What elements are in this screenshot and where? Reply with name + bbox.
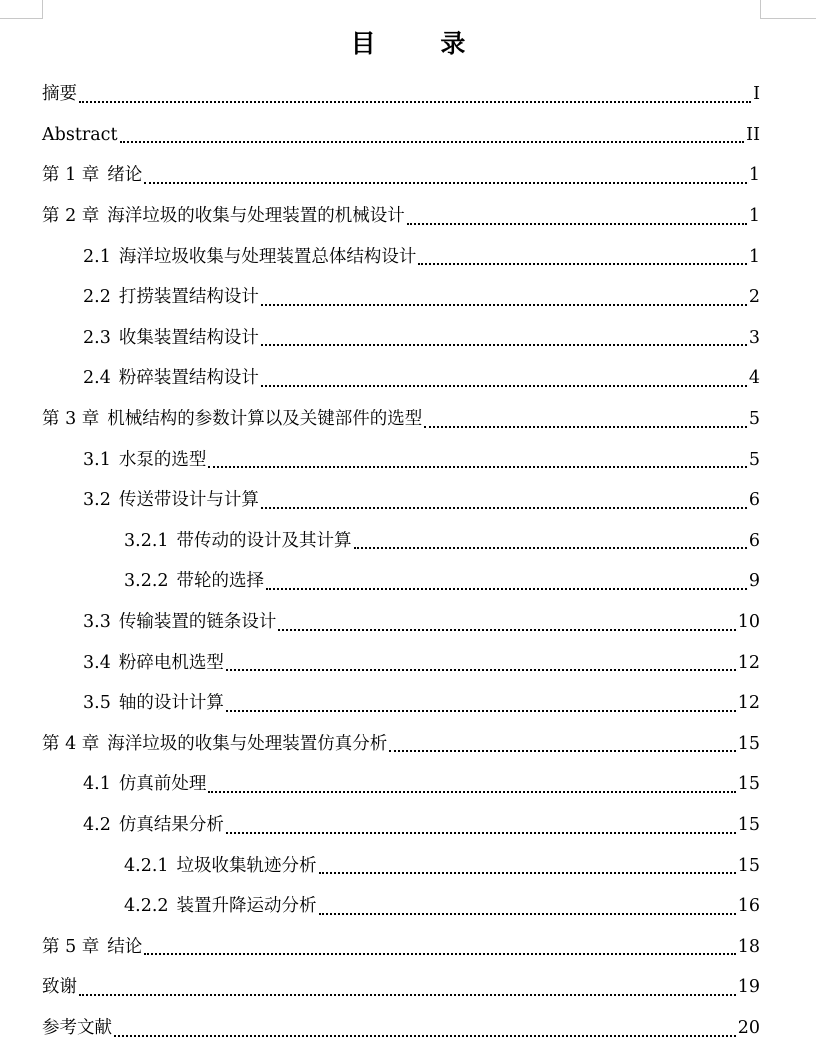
toc-entry-page-number: 1 [748,246,760,267]
toc-title: 目 录 [350,29,494,58]
toc-dot-leader [389,749,735,752]
toc-entry[interactable] [83,236,760,277]
toc-dot-leader [79,993,736,996]
toc-dot-leader [266,587,747,590]
toc-entry-number: 2.2 [83,287,111,308]
toc-entry-page-number: 20 [737,1018,760,1039]
toc-entry[interactable] [83,602,760,643]
toc-entry-title: 带传动的设计及其计算 [176,530,352,551]
toc-dot-leader [114,1034,736,1037]
toc-entry[interactable] [83,805,760,846]
crop-mark-top-right [760,0,816,19]
toc-entry[interactable] [42,927,760,968]
toc-entry-title: 参考文献 [42,1018,112,1039]
toc-entry-number: 第 1 章 [42,165,100,186]
toc-entry-page-number: 15 [737,815,760,836]
toc-entry-title: 装置升降运动分析 [176,896,317,917]
toc-entry-title: 收集装置结构设计 [118,327,259,348]
toc-entry-title: 带轮的选择 [176,571,265,592]
toc-entry-page-number: 18 [737,936,760,957]
toc-entry-page-number: 15 [737,855,760,876]
toc-entry-number: 第 5 章 [42,936,100,957]
toc-entry[interactable] [42,74,760,115]
toc-entry-number: 3.2 [83,490,111,511]
toc-dot-leader [418,262,747,265]
toc-dot-leader [226,668,736,671]
toc-entry-title: 粉碎电机选型 [118,652,224,673]
toc-entry-title: 致谢 [42,977,77,998]
toc-entry-page-number: 6 [748,490,760,511]
toc-entry-number: 3.4 [83,652,111,673]
toc-dot-leader [424,425,747,428]
toc-dot-leader [261,506,747,509]
toc-dot-leader [261,303,747,306]
toc-entry-number: 2.1 [83,246,111,267]
toc-dot-leader [278,628,735,631]
toc-entry-number: 3.1 [83,449,111,470]
toc-entry-number: 3.2.1 [124,530,169,551]
toc-entry-title: 海洋垃圾的收集与处理装置的机械设计 [107,206,405,227]
toc-entry-page-number: 19 [737,977,760,998]
toc-entry-number: 4.2.1 [124,855,169,876]
toc-entry[interactable] [83,358,760,399]
toc-entry-title: 传输装置的链条设计 [118,612,277,633]
toc-dot-leader [144,952,735,955]
toc-entry-title: 仿真结果分析 [118,815,224,836]
toc-entry-title: 结论 [107,936,143,957]
crop-mark-top-left [0,0,43,19]
toc-entry-page-number: 10 [737,612,760,633]
toc-entry[interactable] [83,683,760,724]
toc-entry-number: 第 3 章 [42,409,100,430]
toc-entry[interactable] [42,967,760,1008]
toc-entry-title: 绪论 [107,165,143,186]
toc-entry-title: 仿真前处理 [118,774,207,795]
toc-entry-title: 传送带设计与计算 [118,490,259,511]
toc-entry-page-number: 16 [737,896,760,917]
toc-entry-page-number: 1 [748,165,760,186]
toc-entry-number: 4.2.2 [124,896,169,917]
toc-entry-page-number: 2 [748,287,760,308]
toc-entry[interactable] [42,724,760,765]
toc-entry-title: 机械结构的参数计算以及关键部件的选型 [107,409,423,430]
toc-entry-title: 粉碎装置结构设计 [118,368,259,389]
toc-entry-title: 打捞装置结构设计 [118,287,259,308]
toc-entry[interactable] [124,561,760,602]
toc-entry-number: 4.2 [83,815,111,836]
toc-dot-leader [208,790,735,793]
toc-entry-title: 海洋垃圾收集与处理装置总体结构设计 [118,246,417,267]
toc-entry-number: 4.1 [83,774,111,795]
toc-entry[interactable] [124,521,760,562]
toc-entry[interactable] [124,845,760,886]
toc-entry-title: 水泵的选型 [118,449,207,470]
toc-entry-page-number: I [753,84,760,105]
toc-entry-page-number: 5 [748,449,760,470]
toc-entry[interactable] [42,115,760,156]
toc-entry-title: 摘要 [42,84,77,105]
toc-entry[interactable] [83,764,760,805]
toc-entry-page-number: 4 [748,368,760,389]
toc-entry-number: 3.3 [83,612,111,633]
toc-dot-leader [226,831,736,834]
toc-dot-leader [120,140,745,143]
toc-entry[interactable] [83,277,760,318]
toc-entry-number: 3.5 [83,693,111,714]
toc-dot-leader [354,546,747,549]
toc-dot-leader [407,222,747,225]
toc-entry-page-number: 15 [737,733,760,754]
toc-dot-leader [79,100,751,103]
toc-entry-page-number: 12 [737,693,760,714]
toc-dot-leader [261,343,747,346]
toc-entry-page-number: 3 [748,327,760,348]
toc-dot-leader [226,709,736,712]
toc-entry[interactable] [42,1008,760,1049]
toc-entry[interactable] [124,886,760,927]
toc-dot-leader [261,384,747,387]
toc-entry[interactable] [42,399,760,440]
toc-entry-title: 垃圾收集轨迹分析 [176,855,317,876]
toc-dot-leader [319,912,736,915]
toc-dot-leader [319,871,736,874]
toc-entry[interactable] [83,318,760,359]
toc-entry[interactable] [42,196,760,237]
toc-entry-title: Abstract [42,124,118,145]
toc-entry-page-number: 9 [748,571,760,592]
toc-entry-number: 2.3 [83,327,111,348]
toc-entry-number: 2.4 [83,368,111,389]
toc-entry-number: 第 4 章 [42,733,100,754]
toc-entry[interactable] [83,439,760,480]
toc-dot-leader [208,465,747,468]
toc-entry-page-number: 12 [737,652,760,673]
toc-entry-page-number: 15 [737,774,760,795]
toc-entry-number: 3.2.2 [124,571,169,592]
toc-entry-number: 第 2 章 [42,206,100,227]
toc-entry-title: 海洋垃圾的收集与处理装置仿真分析 [107,733,388,754]
toc-entry-page-number: 6 [748,530,760,551]
toc-entry[interactable] [83,642,760,683]
toc-entry[interactable] [83,480,760,521]
toc-entry[interactable] [42,155,760,196]
toc-entry-page-number: 5 [748,409,760,430]
toc-entry-page-number: 1 [748,206,760,227]
toc-entry-title: 轴的设计计算 [118,693,224,714]
toc-entry-page-number: II [746,124,760,145]
toc-dot-leader [144,181,747,184]
